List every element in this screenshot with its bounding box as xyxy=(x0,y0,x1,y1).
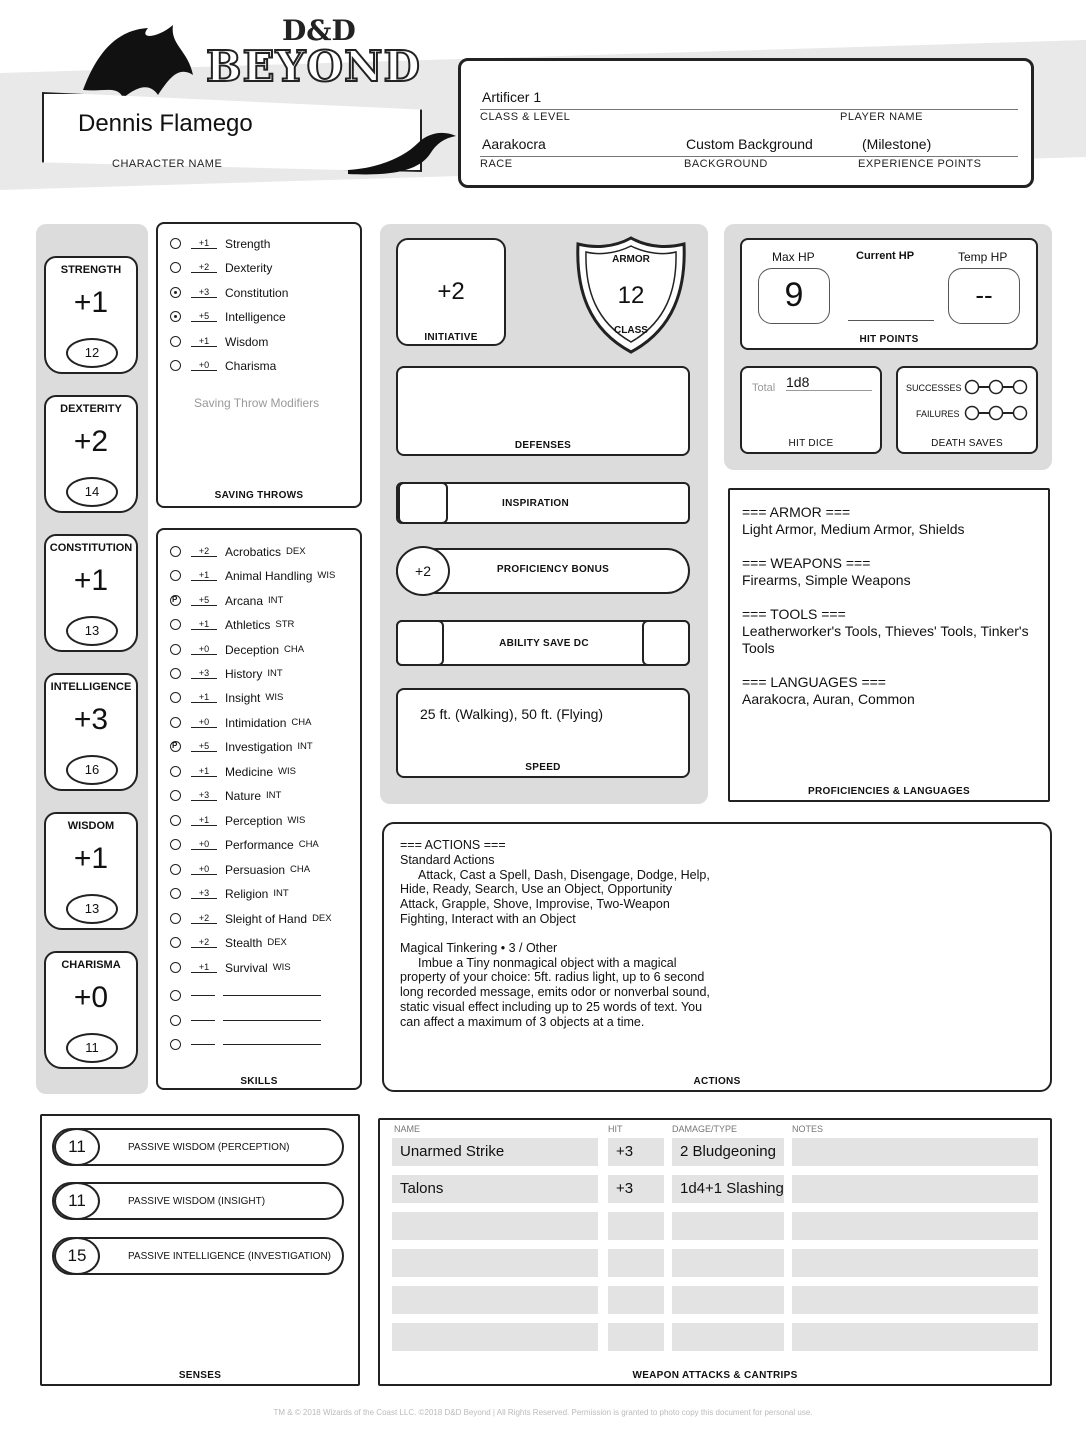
passive-value: 15 xyxy=(54,1237,100,1275)
skill-attribute: CHA xyxy=(290,864,311,876)
ability-save-dc-label: ABILITY SAVE DC xyxy=(499,638,589,649)
proficiency-circle-icon[interactable] xyxy=(170,839,181,850)
weapon-name[interactable] xyxy=(392,1212,598,1240)
skill-name: Performance xyxy=(225,837,294,852)
skill-row[interactable] xyxy=(170,788,281,806)
ability-dexterity xyxy=(44,395,138,513)
ability-name: CONSTITUTION xyxy=(49,542,133,554)
skill-modifier: +1 xyxy=(191,815,217,826)
proficiency-circle-icon[interactable] xyxy=(170,937,181,948)
weapon-name[interactable]: Unarmed Strike xyxy=(392,1138,598,1166)
weapon-attacks-box xyxy=(378,1118,1052,1386)
skill-attribute: STR xyxy=(275,619,295,631)
armor-class-shield xyxy=(574,234,688,356)
ability-score[interactable]: 14 xyxy=(66,477,118,507)
weapon-hit[interactable]: +3 xyxy=(608,1138,664,1166)
custom-skill-row[interactable] xyxy=(170,988,321,1006)
proficiency-circle-icon[interactable] xyxy=(170,360,181,371)
skill-row[interactable] xyxy=(170,739,313,757)
passive-value: 11 xyxy=(54,1182,100,1220)
player-name-label: PLAYER NAME xyxy=(840,111,923,123)
speed-value: 25 ft. (Walking), 50 ft. (Flying) xyxy=(420,706,604,722)
weapon-damage[interactable] xyxy=(672,1212,784,1240)
skill-attribute: WIS xyxy=(278,766,296,778)
defenses-label: DEFENSES xyxy=(514,440,572,451)
saving-throws-box xyxy=(156,222,362,508)
dragon-logo-icon xyxy=(78,20,198,100)
weapon-notes[interactable] xyxy=(792,1323,1038,1351)
skill-name: Insight xyxy=(225,690,261,705)
tail-ornament-icon xyxy=(348,128,458,178)
max-hp-value[interactable]: 9 xyxy=(758,268,830,324)
custom-skill-row[interactable] xyxy=(170,1013,321,1031)
weapon-damage[interactable] xyxy=(672,1323,784,1351)
success-checkboxes[interactable] xyxy=(964,379,1028,395)
proficiency-circle-icon[interactable] xyxy=(170,766,181,777)
weapon-hit[interactable] xyxy=(608,1249,664,1277)
actions-heading: === ACTIONS === xyxy=(400,838,506,852)
proficiencies-box xyxy=(728,488,1050,802)
skill-name: Sleight of Hand xyxy=(225,911,308,926)
initiative-box xyxy=(396,238,506,346)
save-modifier: +3 xyxy=(191,287,217,298)
skill-row[interactable] xyxy=(170,642,304,660)
weapon-notes[interactable] xyxy=(792,1212,1038,1240)
inspiration-label: INSPIRATION xyxy=(502,498,570,509)
skill-name: Arcana xyxy=(225,593,264,608)
skill-modifier: +0 xyxy=(191,644,217,655)
proficiency-circle-icon[interactable] xyxy=(170,888,181,899)
skill-attribute: WIS xyxy=(287,815,306,827)
weapon-name[interactable]: Talons xyxy=(392,1175,598,1203)
speed-label: SPEED xyxy=(525,762,561,773)
background-label: BACKGROUND xyxy=(684,158,768,170)
save-name: Strength xyxy=(225,236,271,251)
weapon-attacks-title: WEAPON ATTACKS & CANTRIPS xyxy=(632,1370,798,1381)
skill-attribute: WIS xyxy=(317,570,336,582)
weapon-notes[interactable] xyxy=(792,1286,1038,1314)
proficiency-bonus-value[interactable]: +2 xyxy=(396,546,450,596)
skill-row[interactable] xyxy=(170,764,296,782)
experience-value[interactable]: (Milestone) xyxy=(862,136,932,152)
saving-throw-row[interactable] xyxy=(170,260,272,278)
weapon-hit[interactable]: +3 xyxy=(608,1175,664,1203)
skill-modifier: +2 xyxy=(191,913,217,924)
standard-actions-text: Attack, Cast a Spell, Dash, Disengage, Dodge, Help, Hide, Ready, Search, Use an Object, Opportunity Attack, Grapple, Shove, Improvise, Two-Weapon Fighting, Interact with an Object xyxy=(400,867,710,926)
save-name: Dexterity xyxy=(225,260,273,275)
skill-name: Perception xyxy=(225,813,283,828)
languages: Aarakocra, Auran, Common xyxy=(742,691,915,707)
skill-attribute: INT xyxy=(297,741,313,753)
weapon-hit[interactable] xyxy=(608,1286,664,1314)
skill-name: Persuasion xyxy=(225,862,286,877)
skill-modifier: +3 xyxy=(191,888,217,899)
tool-proficiencies: Leatherworker's Tools, Thieves' Tools, Tinker's Tools xyxy=(742,623,1029,656)
proficiency-bonus-box xyxy=(396,548,690,594)
weapon-name[interactable] xyxy=(392,1323,598,1351)
armor-label: ARMOR xyxy=(612,254,650,265)
ability-score[interactable]: 13 xyxy=(66,616,118,646)
actions-box xyxy=(382,822,1052,1092)
skill-name: Investigation xyxy=(225,739,293,754)
race-label: RACE xyxy=(480,158,513,170)
ability-modifier: +1 xyxy=(73,564,109,597)
ability-score[interactable]: 16 xyxy=(66,755,118,785)
weapons-heading: === WEAPONS === xyxy=(742,555,871,571)
skill-modifier: +5 xyxy=(191,595,217,606)
max-hp-label: Max HP xyxy=(772,250,815,264)
passive-label: PASSIVE WISDOM (INSIGHT) xyxy=(128,1196,266,1207)
skill-row[interactable] xyxy=(170,593,283,611)
save-name: Charisma xyxy=(225,358,277,373)
ability-score[interactable]: 13 xyxy=(66,894,118,924)
passive-value: 11 xyxy=(54,1128,100,1166)
ability-modifier: +0 xyxy=(73,981,109,1014)
proficiency-circle-icon[interactable] xyxy=(170,741,181,752)
brand-logo-top: D&D xyxy=(282,14,356,47)
skill-attribute: INT xyxy=(273,888,289,900)
skill-row[interactable] xyxy=(170,568,335,586)
armor-proficiencies: Light Armor, Medium Armor, Shields xyxy=(742,521,965,537)
skill-modifier: +1 xyxy=(191,766,217,777)
saving-throws-title: SAVING THROWS xyxy=(214,490,304,501)
skills-box xyxy=(156,528,362,1090)
hit-dice-label: HIT DICE xyxy=(788,438,834,449)
saving-throw-row[interactable] xyxy=(170,334,268,352)
skill-row[interactable] xyxy=(170,666,283,684)
skill-row[interactable] xyxy=(170,935,287,953)
skill-attribute: INT xyxy=(268,595,284,607)
proficiency-circle-icon[interactable] xyxy=(170,1015,181,1026)
skill-modifier: +0 xyxy=(191,839,217,850)
proficiencies-title: PROFICIENCIES & LANGUAGES xyxy=(808,786,970,797)
standard-actions-heading: Standard Actions xyxy=(400,852,495,867)
proficiency-circle-icon[interactable] xyxy=(170,790,181,801)
character-name[interactable]: Dennis Flamego xyxy=(78,110,253,137)
ability-score[interactable]: 12 xyxy=(66,338,118,368)
skill-attribute: CHA xyxy=(298,839,319,851)
ability-name: WISDOM xyxy=(67,820,115,832)
initiative-label: INITIATIVE xyxy=(424,332,478,343)
skill-modifier: +5 xyxy=(191,741,217,752)
skills-title: SKILLS xyxy=(240,1076,278,1087)
weapon-damage[interactable]: 2 Bludgeoning xyxy=(672,1138,784,1166)
hit-dice-total-label: Total xyxy=(752,382,776,394)
magical-tinkering-text: Imbue a Tiny nonmagical object with a magical property of your choice: 5ft. radius light, up to 6 second long recorded message, emits odor or nonverbal sound, static visual effect including up to 25 words of text. You can affect a maximum of 3 objects at a time. xyxy=(400,955,710,1029)
skill-row[interactable] xyxy=(170,837,319,855)
passive-investigation xyxy=(52,1237,344,1275)
ability-strength xyxy=(44,256,138,374)
languages-heading: === LANGUAGES === xyxy=(742,674,886,690)
footer-copyright: TM & © 2018 Wizards of the Coast LLC. ©2018 D&D Beyond | All Rights Reserved. Permission is granted to photo copy this document for personal use. xyxy=(273,1408,813,1417)
save-modifier: +1 xyxy=(191,336,217,347)
skill-attribute: WIS xyxy=(265,692,284,704)
character-name-label: CHARACTER NAME xyxy=(112,158,223,170)
current-hp-field[interactable] xyxy=(848,320,934,321)
death-saves-box xyxy=(896,366,1038,454)
saving-throw-row[interactable] xyxy=(170,309,286,327)
hit-dice-value[interactable]: 1d8 xyxy=(786,374,872,391)
skill-name: Survival xyxy=(225,960,268,975)
proficiency-circle-icon[interactable] xyxy=(170,668,181,679)
passive-perception xyxy=(52,1128,344,1166)
weapon-col-name: NAME xyxy=(394,1124,421,1134)
proficiency-circle-icon[interactable] xyxy=(170,815,181,826)
failures-label: FAILURES xyxy=(916,409,960,419)
ability-score[interactable]: 11 xyxy=(66,1033,118,1063)
save-name: Constitution xyxy=(225,285,289,300)
death-save-circles-icon[interactable] xyxy=(964,405,1028,421)
skill-name: Intimidation xyxy=(225,715,287,730)
weapon-notes[interactable] xyxy=(792,1175,1038,1203)
proficiency-circle-icon[interactable] xyxy=(170,546,181,557)
armor-heading: === ARMOR === xyxy=(742,504,851,520)
skill-modifier: +2 xyxy=(191,546,217,557)
skill-row[interactable] xyxy=(170,690,283,708)
saving-throw-row[interactable] xyxy=(170,358,276,376)
skill-modifier: +0 xyxy=(191,717,217,728)
skill-modifier: +1 xyxy=(191,962,217,973)
save-modifier: +0 xyxy=(191,360,217,371)
experience-label: EXPERIENCE POINTS xyxy=(858,158,982,170)
skill-row[interactable] xyxy=(170,617,294,635)
proficiency-circle-icon[interactable] xyxy=(170,238,181,249)
skill-attribute: CHA xyxy=(284,644,305,656)
temp-hp-value[interactable]: -- xyxy=(948,268,1020,324)
speed-box xyxy=(396,688,690,778)
skill-attribute: INT xyxy=(267,668,283,680)
ability-name: CHARISMA xyxy=(61,959,121,971)
skill-name: Stealth xyxy=(225,935,263,950)
brand-logo: BEYOND xyxy=(206,42,421,91)
proficiency-dot-icon[interactable] xyxy=(170,311,181,322)
weapon-name[interactable] xyxy=(392,1286,598,1314)
race-value[interactable]: Aarakocra xyxy=(482,136,546,152)
skill-name: Acrobatics xyxy=(225,544,282,559)
death-save-circles-icon[interactable] xyxy=(964,379,1028,395)
skill-attribute: CHA xyxy=(291,717,312,729)
ability-constitution xyxy=(44,534,138,652)
proficiency-circle-icon[interactable] xyxy=(170,990,181,1001)
skill-modifier: +3 xyxy=(191,790,217,801)
proficiency-circle-icon[interactable] xyxy=(170,619,181,630)
skill-row[interactable] xyxy=(170,886,289,904)
skill-row[interactable] xyxy=(170,960,291,978)
skill-row[interactable] xyxy=(170,544,306,562)
weapon-col-damage: DAMAGE/TYPE xyxy=(672,1124,738,1134)
actions-title: ACTIONS xyxy=(693,1076,741,1087)
weapon-hit[interactable] xyxy=(608,1212,664,1240)
hit-dice-box xyxy=(740,366,882,454)
skill-modifier: +1 xyxy=(191,619,217,630)
save-name: Wisdom xyxy=(225,334,269,349)
hit-points-label: HIT POINTS xyxy=(859,334,919,345)
tools-heading: === TOOLS === xyxy=(742,606,846,622)
skill-attribute: DEX xyxy=(312,913,332,925)
save-modifier: +5 xyxy=(191,311,217,322)
failure-checkboxes[interactable] xyxy=(964,405,1028,421)
weapon-notes[interactable] xyxy=(792,1249,1038,1277)
current-hp-label: Current HP xyxy=(856,250,915,262)
proficiency-circle-icon[interactable] xyxy=(170,644,181,655)
ability-name: DEXTERITY xyxy=(60,403,122,415)
skill-name: Athletics xyxy=(225,617,271,632)
save-name: Intelligence xyxy=(225,309,286,324)
initiative-value[interactable]: +2 xyxy=(437,278,465,305)
saving-throw-row[interactable] xyxy=(170,285,288,303)
skill-name: Animal Handling xyxy=(225,568,313,583)
custom-skill-row[interactable] xyxy=(170,1037,321,1055)
passive-label: PASSIVE INTELLIGENCE (INVESTIGATION) xyxy=(128,1251,332,1262)
weapon-col-hit: HIT xyxy=(608,1124,623,1134)
proficiency-dot-icon[interactable] xyxy=(170,287,181,298)
weapon-proficiencies: Firearms, Simple Weapons xyxy=(742,572,911,588)
class-level-label: CLASS & LEVEL xyxy=(480,111,571,123)
skill-name: Religion xyxy=(225,886,269,901)
ability-modifier: +1 xyxy=(73,842,109,875)
passive-label: PASSIVE WISDOM (PERCEPTION) xyxy=(128,1142,290,1153)
ability-save-dc-box xyxy=(396,620,690,666)
temp-hp-label: Temp HP xyxy=(958,250,1008,264)
skill-name: Medicine xyxy=(225,764,274,779)
skill-row[interactable] xyxy=(170,715,311,733)
skill-row[interactable] xyxy=(170,911,332,929)
proficiency-circle-icon[interactable] xyxy=(170,864,181,875)
proficiency-circle-icon[interactable] xyxy=(170,570,181,581)
proficiency-circle-icon[interactable] xyxy=(170,595,181,606)
weapon-notes[interactable] xyxy=(792,1138,1038,1166)
hit-points-box xyxy=(740,238,1038,350)
skill-attribute: DEX xyxy=(267,937,287,949)
defenses-box xyxy=(396,366,690,456)
skill-modifier: +3 xyxy=(191,668,217,679)
proficiency-circle-icon[interactable] xyxy=(170,913,181,924)
proficiency-circle-icon[interactable] xyxy=(170,1039,181,1050)
proficiency-circle-icon[interactable] xyxy=(170,717,181,728)
skill-name: Deception xyxy=(225,642,280,657)
skill-modifier: +2 xyxy=(191,937,217,948)
ability-charisma xyxy=(44,951,138,1069)
proficiency-circle-icon[interactable] xyxy=(170,336,181,347)
ability-intelligence xyxy=(44,673,138,791)
passive-insight xyxy=(52,1182,344,1220)
senses-title: SENSES xyxy=(178,1370,222,1381)
skill-modifier: +1 xyxy=(191,570,217,581)
saving-throw-modifiers-label: Saving Throw Modifiers xyxy=(194,396,320,410)
proficiency-circle-icon[interactable] xyxy=(170,262,181,273)
proficiency-bonus-label: PROFICIENCY BONUS xyxy=(496,564,610,575)
ability-modifier: +3 xyxy=(73,703,109,736)
weapon-hit[interactable] xyxy=(608,1323,664,1351)
class-level-value[interactable]: Artificer 1 xyxy=(482,89,542,105)
ability-modifier: +2 xyxy=(73,425,109,458)
proficiency-circle-icon[interactable] xyxy=(170,692,181,703)
skill-row[interactable] xyxy=(170,862,310,880)
save-modifier: +1 xyxy=(191,238,217,249)
skill-attribute: WIS xyxy=(272,962,291,974)
background-value[interactable]: Custom Background xyxy=(686,136,813,152)
skill-name: History xyxy=(225,666,263,681)
saving-throw-row[interactable] xyxy=(170,236,270,254)
armor-class-value[interactable]: 12 xyxy=(617,282,645,309)
death-saves-label: DEATH SAVES xyxy=(931,438,1003,449)
ability-name: STRENGTH xyxy=(60,264,122,276)
skill-name: Nature xyxy=(225,788,262,803)
successes-label: SUCCESSES xyxy=(906,383,962,393)
armor-class-label: CLASS xyxy=(614,325,648,336)
inspiration-box[interactable] xyxy=(396,482,690,524)
proficiency-circle-icon[interactable] xyxy=(170,962,181,973)
skill-modifier: +1 xyxy=(191,692,217,703)
skill-modifier: +0 xyxy=(191,864,217,875)
skill-attribute: DEX xyxy=(286,546,306,558)
weapon-name[interactable] xyxy=(392,1249,598,1277)
ability-modifier: +1 xyxy=(73,286,109,319)
magical-tinkering-heading: Magical Tinkering • 3 / Other xyxy=(400,940,558,955)
ability-name: INTELLIGENCE xyxy=(50,681,132,693)
skill-attribute: INT xyxy=(266,790,282,802)
weapon-damage[interactable]: 1d4+1 Slashing xyxy=(672,1175,784,1203)
skill-row[interactable] xyxy=(170,813,305,831)
weapon-col-notes: NOTES xyxy=(792,1124,824,1134)
ability-wisdom xyxy=(44,812,138,930)
weapon-damage[interactable] xyxy=(672,1249,784,1277)
save-modifier: +2 xyxy=(191,262,217,273)
weapon-damage[interactable] xyxy=(672,1286,784,1314)
